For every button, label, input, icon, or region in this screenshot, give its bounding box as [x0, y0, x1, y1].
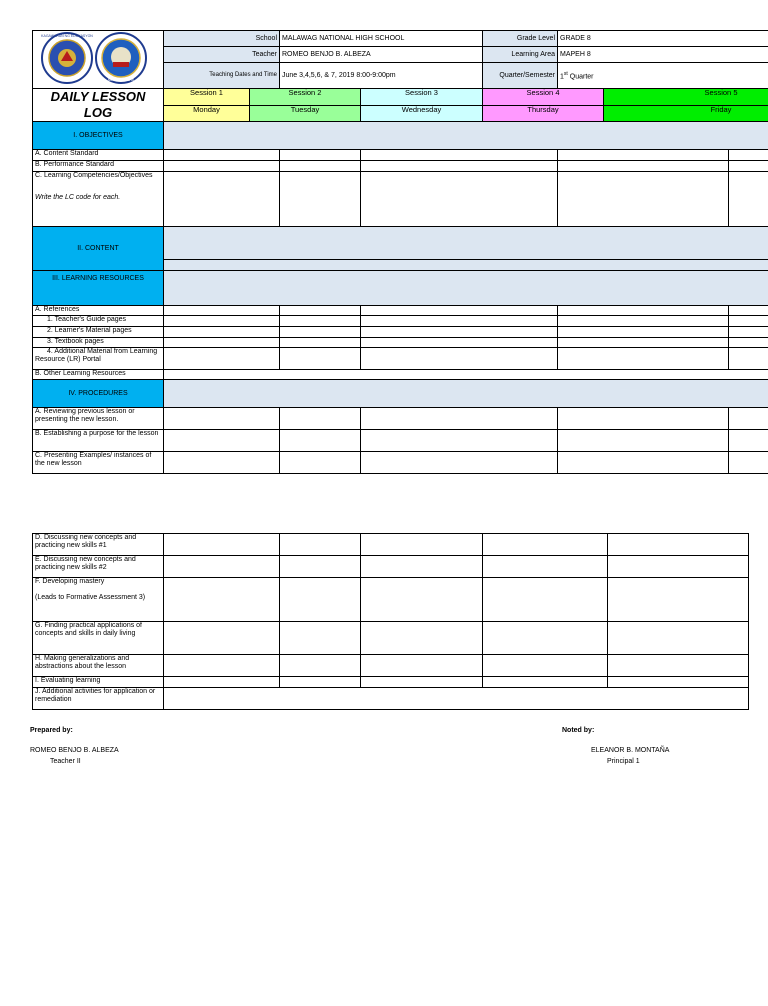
day-monday: Monday	[164, 106, 250, 122]
prepared-by-label: Prepared by:	[30, 727, 73, 734]
row-textbook-pages: 3. Textbook pages	[33, 338, 164, 348]
row-other-resources: B. Other Learning Resources	[33, 370, 164, 380]
row-performance-standard: B. Performance Standard	[33, 161, 164, 172]
section-content: II. CONTENT	[33, 227, 164, 271]
content-band	[164, 227, 768, 260]
lesson-log-table-top	[32, 30, 768, 474]
prepared-by-name: ROMEO BENJO B. ALBEZA	[30, 747, 119, 754]
noted-by-title: Principal 1	[607, 758, 640, 765]
resources-band	[164, 271, 768, 306]
dates-label: Teaching Dates and Time	[164, 63, 280, 89]
school-seal-icon	[96, 33, 146, 83]
grade-value: GRADE 8	[558, 31, 768, 47]
logo1-caption: KAGAWARAN NG EDUKASYON	[41, 34, 93, 38]
session-5-label: Session 5	[604, 89, 768, 106]
proc-f-label: F. Developing mastery	[35, 578, 105, 585]
noted-by-label: Noted by:	[562, 727, 595, 734]
teacher-value: ROMEO BENJO B. ALBEZA	[280, 47, 483, 63]
row-teachers-guide: 1. Teacher's Guide pages	[33, 316, 164, 327]
row-proc-a: A. Reviewing previous lesson or presenting the new lesson.	[33, 408, 164, 430]
row-learning-competencies	[33, 172, 164, 227]
prepared-by-title: Teacher II	[50, 758, 81, 765]
dates-value: June 3,4,5,6, & 7, 2019 8:00-9:00pm	[280, 63, 483, 89]
day-wednesday: Wednesday	[361, 106, 483, 122]
row-proc-e: E. Discussing new concepts and practicing new skills #2	[33, 556, 164, 578]
deped-seal-icon	[42, 33, 92, 83]
row-content-standard: A. Content Standard	[33, 150, 164, 161]
row-proc-j: J. Additional activities for application or remediation	[33, 688, 164, 710]
objectives-band	[164, 122, 768, 150]
section-procedures: IV. PROCEDURES	[33, 380, 164, 408]
session-2-label: Session 2	[250, 89, 361, 106]
row-references: A. References	[33, 306, 164, 316]
day-friday: Friday	[604, 106, 768, 122]
session-4-label: Session 4	[483, 89, 604, 106]
row-proc-d: D. Discussing new concepts and practicing new skills #1	[33, 534, 164, 556]
logo2-caption: MALAWAG NHS	[108, 78, 134, 82]
area-label: Learning Area	[483, 47, 558, 63]
lesson-log-table-bottom	[32, 533, 749, 710]
page-title: DAILY LESSON LOG	[33, 89, 164, 122]
row-proc-b: B. Establishing a purpose for the lesson	[33, 430, 164, 452]
section-objectives: I. OBJECTIVES	[33, 122, 164, 150]
row-proc-c: C. Presenting Examples/ instances of the new lesson	[33, 452, 164, 474]
quarter-label: Quarter/Semester	[483, 63, 558, 89]
area-value: MAPEH 8	[558, 47, 768, 63]
logos-area	[33, 31, 164, 89]
day-thursday: Thursday	[483, 106, 604, 122]
proc-f-note: (Leads to Formative Assessment 3)	[35, 594, 146, 601]
day-tuesday: Tuesday	[250, 106, 361, 122]
school-value: MALAWAG NATIONAL HIGH SCHOOL	[280, 31, 483, 47]
row-proc-f	[33, 578, 164, 622]
session-3-label: Session 3	[361, 89, 483, 106]
row-proc-g: G. Finding practical applications of concepts and skills in daily living	[33, 622, 164, 655]
logos	[33, 31, 163, 85]
grade-label: Grade Level	[483, 31, 558, 47]
row-proc-i: I. Evaluating learning	[33, 677, 164, 688]
teacher-label: Teacher	[164, 47, 280, 63]
competencies-label: C. Learning Competencies/Objectives	[35, 172, 153, 179]
section-learning-resources: III. LEARNING RESOURCES	[33, 271, 164, 306]
session-1-label: Session 1	[164, 89, 250, 106]
noted-by-name: ELEANOR B. MONTAÑA	[591, 747, 670, 754]
row-additional-material: 4. Additional Material from Learning Resource (LR) Portal	[33, 348, 164, 370]
procedures-band	[164, 380, 768, 408]
competencies-note: Write the LC code for each.	[35, 194, 121, 201]
row-learners-material: 2. Learner's Material pages	[33, 327, 164, 338]
quarter-value: 1st Quarter	[558, 63, 768, 89]
row-proc-h: H. Making generalizations and abstractions about the lesson	[33, 655, 164, 677]
school-label: School	[164, 31, 280, 47]
